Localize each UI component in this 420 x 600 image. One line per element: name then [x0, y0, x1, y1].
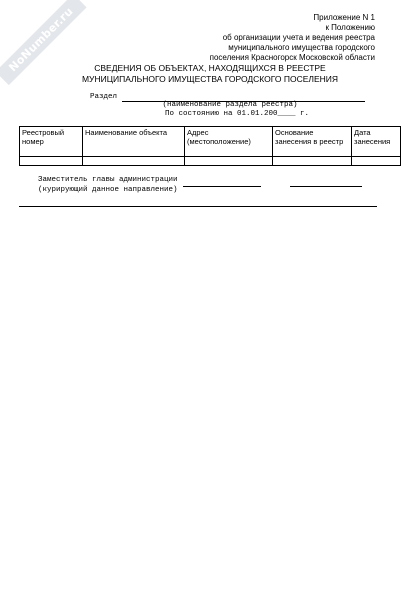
document-title-line: МУНИЦИПАЛЬНОГО ИМУЩЕСТВА ГОРОДСКОГО ПОСЕЛЕНИЯ [81, 74, 339, 84]
table-cell [83, 157, 185, 166]
appendix-line: к Положению [325, 23, 375, 32]
table-row [20, 157, 401, 166]
as-of-date: По состоянию на 01.01.200____ г. [165, 110, 310, 118]
table-cell [273, 157, 352, 166]
column-header-object-name: Наименование объекта [83, 127, 185, 157]
name-line [290, 186, 362, 187]
table-cell [352, 157, 401, 166]
divider [19, 206, 377, 207]
signature-line [183, 186, 261, 187]
signature-title: Заместитель главы администрации [38, 176, 178, 184]
appendix-line: об организации учета и ведения реестра [222, 33, 375, 42]
column-header-address: Адрес (местоположение) [185, 127, 273, 157]
table-header-row [20, 127, 401, 157]
appendix-reference [210, 13, 375, 63]
appendix-line: Приложение N 1 [313, 13, 375, 22]
table-cell [185, 157, 273, 166]
section-hint: (наименование раздела реестра) [162, 101, 298, 109]
registry-table [19, 126, 401, 166]
document-title [0, 63, 420, 85]
column-header-basis: Основание занесения в реестр [273, 127, 352, 157]
appendix-line: поселения Красногорск Московской области [209, 53, 375, 62]
document-title-line: СВЕДЕНИЯ ОБ ОБЪЕКТАХ, НАХОДЯЩИХСЯ В РЕЕСТРЕ [94, 63, 326, 73]
section-label: Раздел [90, 93, 118, 101]
signature-subtitle: (курирующий данное направление) [38, 186, 178, 194]
watermark-logo: NoNumber.ru [0, 0, 87, 85]
column-header-registry-number: Реестровый номер [20, 127, 83, 157]
appendix-line: муниципального имущества городского [228, 43, 375, 52]
column-header-date: Дата занесения [352, 127, 401, 157]
signature-block [38, 175, 178, 195]
table-cell [20, 157, 83, 166]
